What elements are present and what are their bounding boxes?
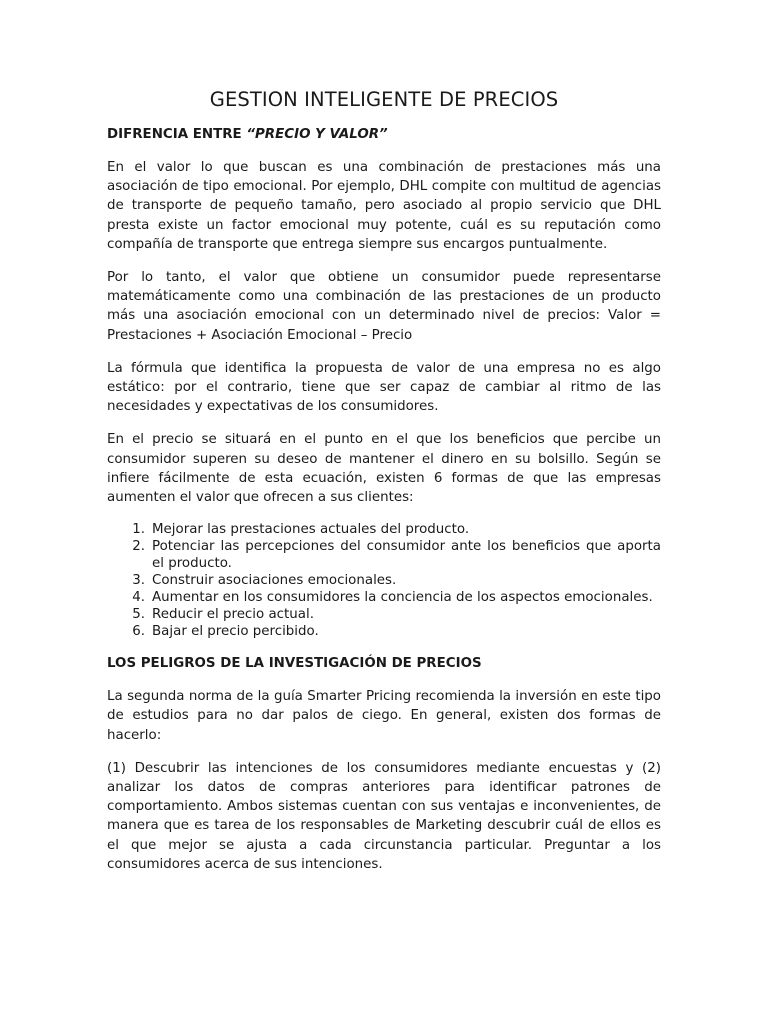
- section-heading-peligros: LOS PELIGROS DE LA INVESTIGACIÓN DE PRECIOS: [107, 656, 482, 672]
- list-item: [107, 572, 661, 589]
- paragraph: Por lo tanto, el valor que obtiene un consumidor puede representarse matemáticamente como una combinación de las prestaciones de un producto más una asociación emocional con un determinado nivel de precios: Valor = Prestaciones + Asociación Emocional – Precio: [107, 270, 661, 343]
- paragraph: En el valor lo que buscan es una combinación de prestaciones más una asociación de tipo emocional. Por ejemplo, DHL compite con multitud de agencias de transporte de pequeño tamaño, pero asociado al propio servicio que DHL presta existe un factor emocional muy potente, cuál es su reputación como compañía de transporte que entrega siempre sus encargos puntualmente.: [107, 160, 661, 252]
- document-page: [107, 88, 661, 888]
- paragraph: La segunda norma de la guía Smarter Pricing recomienda la inversión en este tipo de estudios para no dar palos de ciego. En general, existen dos formas de hacerlo:: [107, 689, 661, 743]
- list-item: [107, 521, 661, 538]
- paragraph: La fórmula que identifica la propuesta de valor de una empresa no es algo estático: por el contrario, tiene que ser capaz de cambiar al ritmo de las necesidades y expectativas de los consumidores.: [107, 360, 661, 415]
- list-item-number: 2.: [132, 539, 145, 555]
- section-heading-emphasis: “PRECIO Y VALOR”: [246, 127, 388, 142]
- numbered-list: [107, 521, 661, 640]
- list-item-text: Reducir el precio actual.: [152, 607, 314, 623]
- document-title: GESTION INTELIGENTE DE PRECIOS: [209, 88, 559, 111]
- paragraph: (1) Descubrir las intenciones de los consumidores mediante encuestas y (2) analizar los datos de compras anteriores para identificar patrones de comportamiento. Ambos sistemas cuentan con sus ventajas e inconvenientes, de manera que es tarea de los responsables de Marketing descubrir cuál de ellos es el que mejor se ajusta a cada circunstancia particular. Preguntar a los consumidores acerca de sus intenciones.: [107, 760, 661, 872]
- list-item: [107, 538, 661, 572]
- list-item-number: 3.: [132, 573, 145, 589]
- list-item-number: 6.: [132, 624, 145, 640]
- list-item-text: Construir asociaciones emocionales.: [152, 573, 397, 589]
- list-item-text: Aumentar en los consumidores la conciencia de los aspectos emocionales.: [152, 590, 653, 606]
- list-item-number: 1.: [132, 522, 145, 538]
- list-item-text: Mejorar las prestaciones actuales del producto.: [152, 522, 470, 538]
- list-item-text: Bajar el precio percibido.: [152, 624, 319, 640]
- list-item: [107, 623, 661, 640]
- list-item-number: 5.: [132, 607, 145, 623]
- section-heading-precio-valor: [107, 127, 661, 142]
- list-item-text: Potenciar las percepciones del consumidor ante los beneficios que aporta el producto.: [152, 539, 661, 572]
- paragraph: En el precio se situará en el punto en el que los beneficios que percibe un consumidor superen su deseo de mantener el dinero en su bolsillo. Según se infiere fácilmente de esta ecuación, existen 6 formas de que las empresas aumenten el valor que ofrecen a sus clientes:: [107, 432, 661, 506]
- section-heading-prefix: DIFRENCIA ENTRE: [107, 127, 247, 142]
- list-item: [107, 606, 661, 623]
- list-item: [107, 589, 661, 606]
- list-item-number: 4.: [132, 590, 145, 606]
